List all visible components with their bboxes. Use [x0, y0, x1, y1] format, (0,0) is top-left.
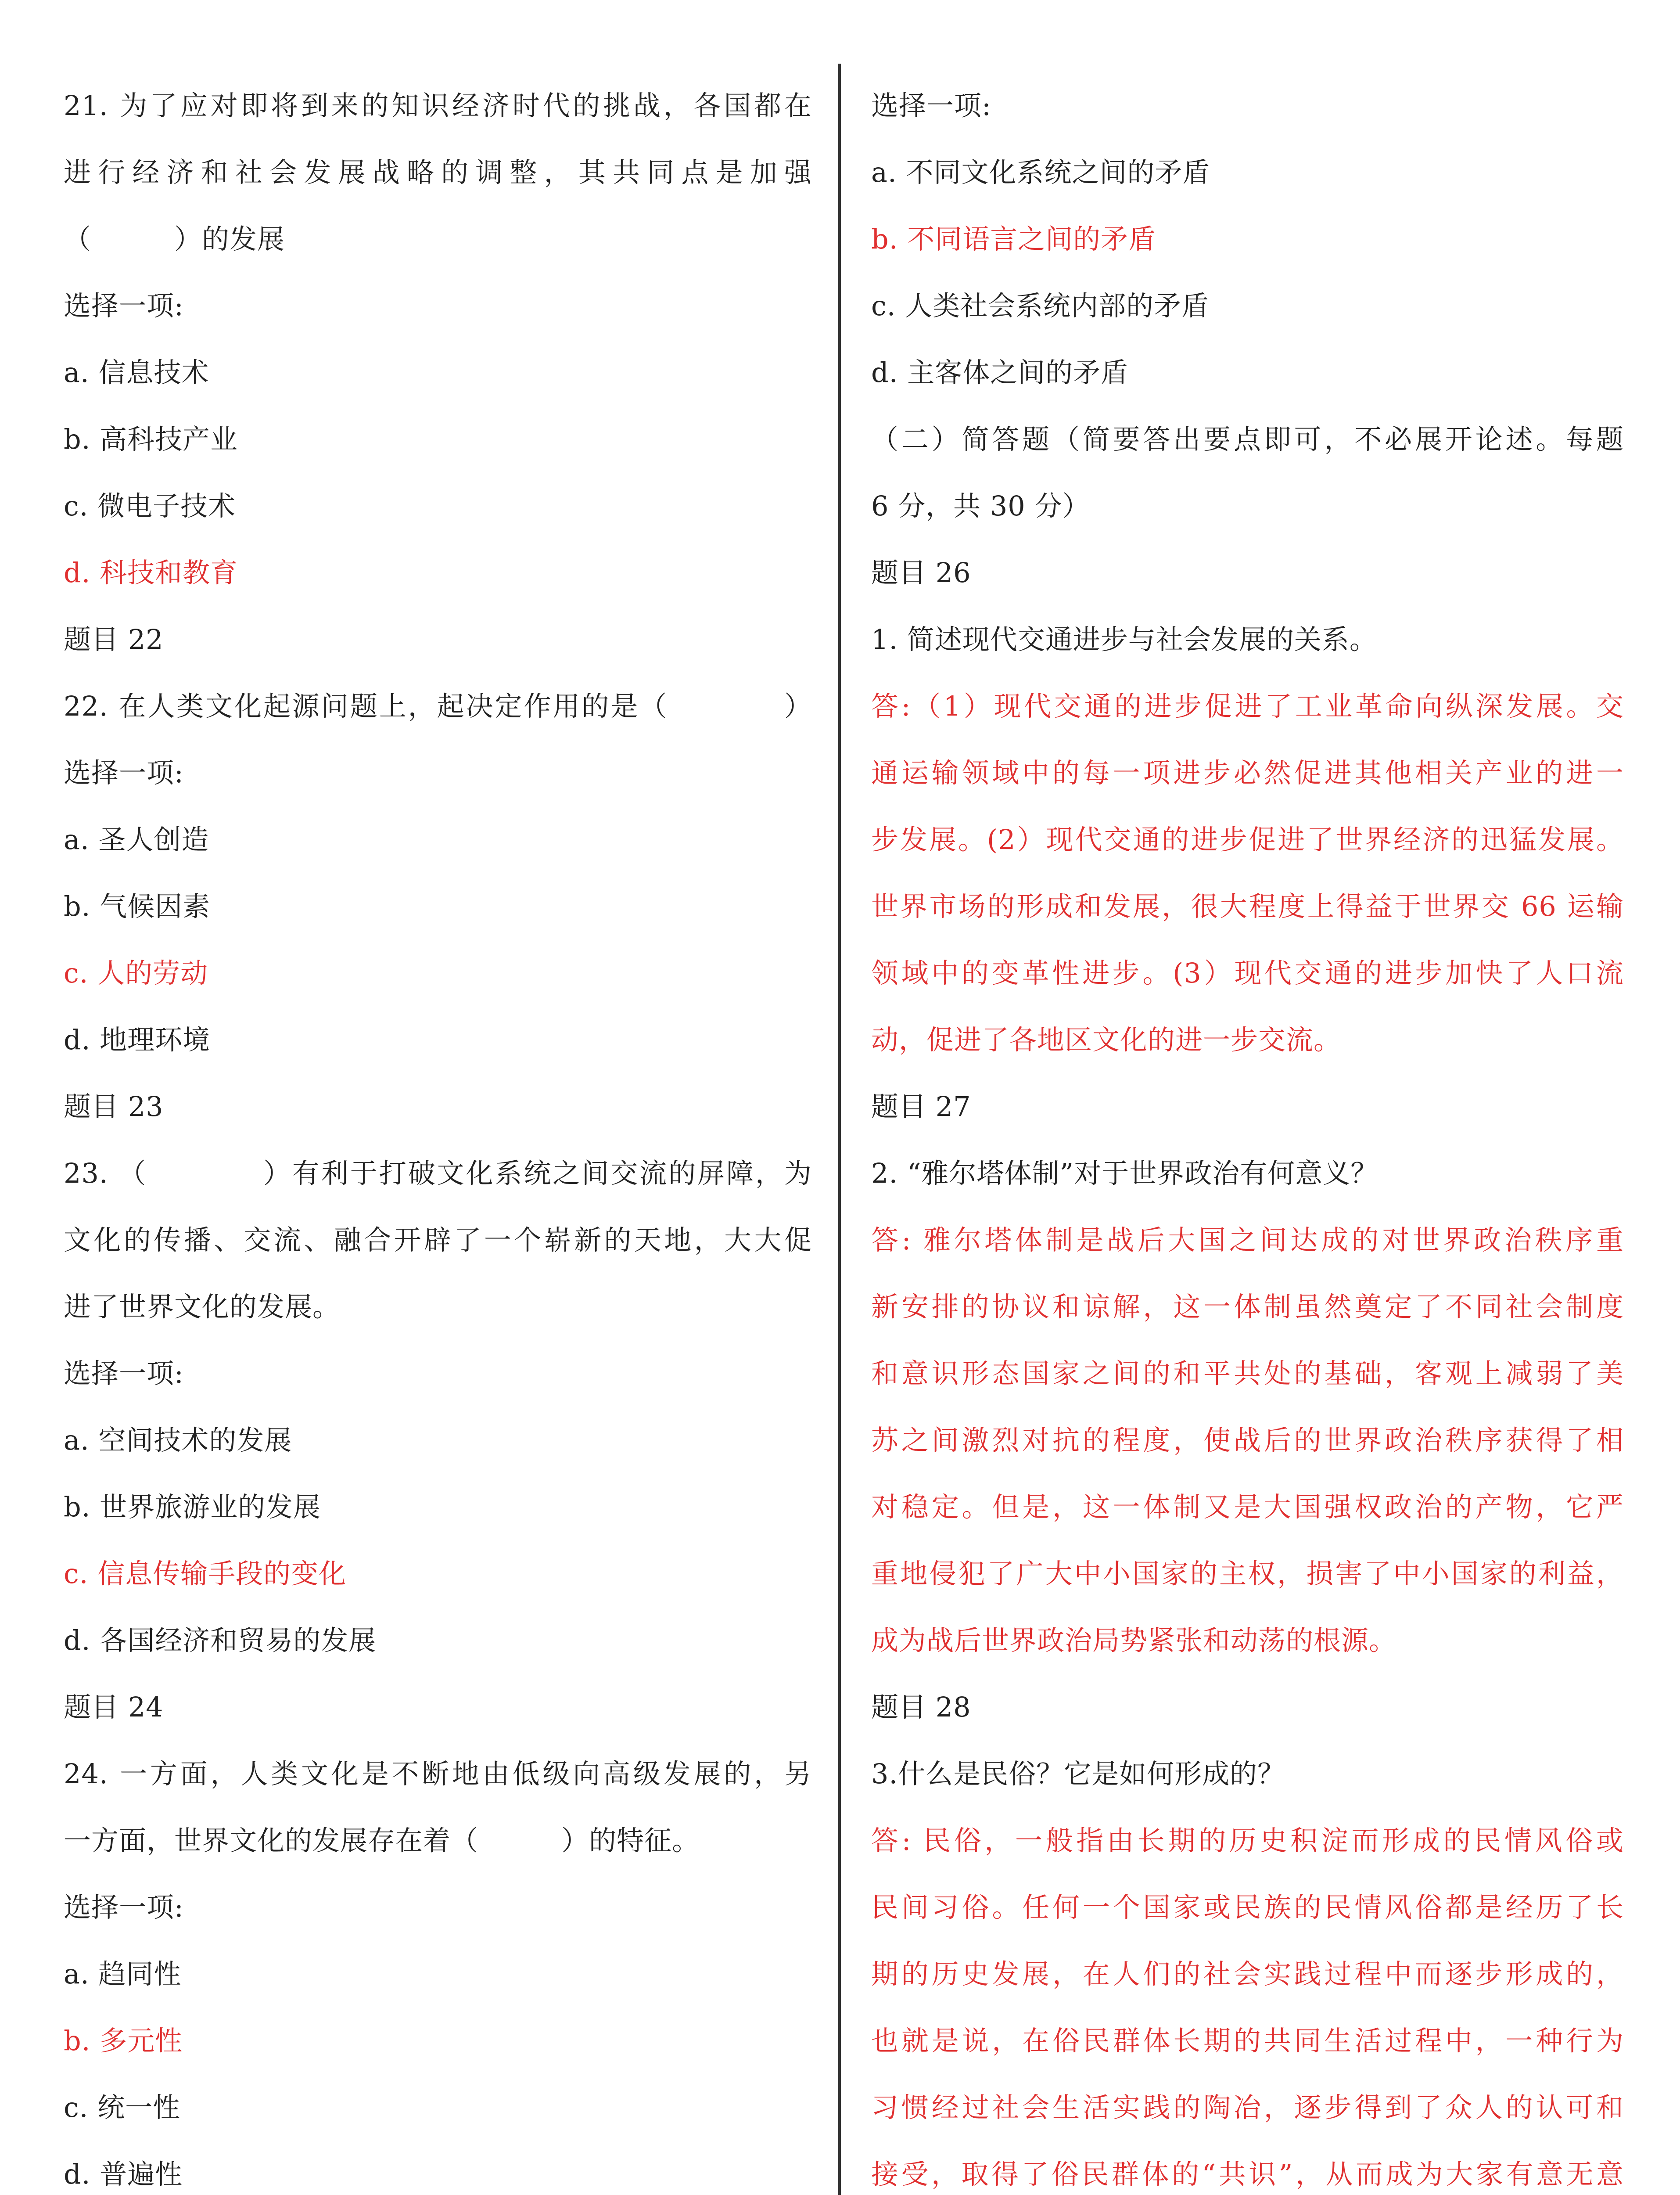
text-line: 选择一项:: [64, 757, 184, 789]
text-line: 23. （ ）有利于打破文化系统之间交流的屏障，为: [64, 1157, 812, 1189]
answer-line: 习惯经过社会生活实践的陶冶，逐步得到了众人的认可和: [871, 2091, 1624, 2123]
text-line: 3.什么是民俗？它是如何形成的？: [871, 1758, 1285, 1790]
text-line: c. 微电子技术: [64, 490, 236, 522]
answer-line: 答: 民俗，一般指由长期的历史积淀而形成的民情风俗或: [871, 1824, 1624, 1857]
answer-line: 世界市场的形成和发展，很大程度上得益于世界交 66 运输: [871, 890, 1624, 922]
text-line: 进了世界文化的发展。: [64, 1291, 341, 1323]
text-line: 一方面，世界文化的发展存在着（ ）的特征。: [64, 1824, 700, 1857]
text-line: 22. 在人类文化起源问题上，起决定作用的是（ ）: [64, 690, 812, 722]
text-line: 选择一项:: [64, 1357, 184, 1389]
answer-line: 苏之间激烈对抗的程度，使战后的世界政治秩序获得了相: [871, 1424, 1624, 1456]
text-line: a. 空间技术的发展: [64, 1424, 292, 1456]
answer-line: 步发展。(2）现代交通的进步促进了世界经济的迅猛发展。: [871, 824, 1624, 856]
answer-line: 接受，取得了俗民群体的“共识”，从而成为大家有意无意: [871, 2158, 1624, 2190]
text-line: 21. 为了应对即将到来的知识经济时代的挑战，各国都在: [64, 90, 812, 122]
text-line: a. 不同文化系统之间的矛盾: [871, 156, 1210, 188]
column-divider: [838, 64, 841, 2195]
answer-line: 领域中的变革性进步。(3）现代交通的进步加快了人口流: [871, 957, 1624, 989]
text-line: b. 高科技产业: [64, 423, 238, 455]
text-line: 1. 简述现代交通进步与社会发展的关系。: [871, 623, 1377, 655]
answer-line: 也就是说，在俗民群体长期的共同生活过程中，一种行为: [871, 2025, 1624, 2057]
text-line: 进行经济和社会发展战略的调整，其共同点是加强: [64, 156, 812, 188]
answer-line: b. 不同语言之间的矛盾: [871, 223, 1156, 255]
answer-line: 动，促进了各地区文化的进一步交流。: [871, 1024, 1342, 1056]
answer-line: c. 信息传输手段的变化: [64, 1558, 347, 1590]
text-line: 题目 23: [64, 1090, 164, 1123]
text-line: 文化的传播、交流、融合开辟了一个崭新的天地，大大促: [64, 1224, 812, 1256]
text-line: 题目 27: [871, 1090, 971, 1123]
left-column: [64, 72, 812, 2195]
text-line: （ ）的发展: [64, 223, 285, 255]
answer-line: 成为战后世界政治局势紧张和动荡的根源。: [871, 1624, 1397, 1656]
text-line: b. 世界旅游业的发展: [64, 1491, 321, 1523]
answer-line: 期的历史发展，在人们的社会实践过程中而逐步形成的，: [871, 1958, 1624, 1990]
answer-line: b. 多元性: [64, 2025, 183, 2057]
answer-line: 重地侵犯了广大中小国家的主权，损害了中小国家的利益，: [871, 1558, 1624, 1590]
text-line: b. 气候因素: [64, 890, 211, 922]
text-line: 题目 26: [871, 557, 971, 589]
text-line: a. 信息技术: [64, 356, 209, 389]
answer-line: c. 人的劳动: [64, 957, 208, 989]
text-line: 题目 22: [64, 623, 164, 655]
text-line: d. 主客体之间的矛盾: [871, 356, 1129, 389]
answer-line: 对稳定。但是，这一体制又是大国强权政治的产物，它严: [871, 1491, 1624, 1523]
text-line: c. 统一性: [64, 2091, 181, 2123]
text-line: 选择一项:: [64, 290, 184, 322]
text-line: 题目 28: [871, 1691, 971, 1723]
text-line: 选择一项:: [871, 90, 991, 122]
text-line: （二）简答题（简要答出要点即可，不必展开论述。每题: [871, 423, 1624, 455]
answer-line: d. 科技和教育: [64, 557, 238, 589]
answer-line: 和意识形态国家之间的和平共处的基础，客观上减弱了美: [871, 1357, 1624, 1389]
text-line: a. 圣人创造: [64, 824, 209, 856]
text-line: d. 普遍性: [64, 2158, 183, 2190]
text-line: c. 人类社会系统内部的矛盾: [871, 290, 1210, 322]
text-line: 题目 24: [64, 1691, 164, 1723]
answer-line: 通运输领域中的每一项进步必然促进其他相关产业的进一: [871, 757, 1624, 789]
answer-line: 民间习俗。任何一个国家或民族的民情风俗都是经历了长: [871, 1891, 1624, 1923]
text-line: 2. “雅尔塔体制”对于世界政治有何意义？: [871, 1157, 1378, 1189]
text-line: a. 趋同性: [64, 1958, 182, 1990]
answer-line: 新安排的协议和谅解，这一体制虽然奠定了不同社会制度: [871, 1291, 1624, 1323]
text-line: 24. 一方面，人类文化是不断地由低级向高级发展的，另: [64, 1758, 812, 1790]
right-column: [871, 72, 1624, 2195]
answer-line: 答: 雅尔塔体制是战后大国之间达成的对世界政治秩序重: [871, 1224, 1624, 1256]
answer-line: 答:（1）现代交通的进步促进了工业革命向纵深发展。交: [871, 690, 1624, 722]
text-line: 选择一项:: [64, 1891, 184, 1923]
text-line: 6 分，共 30 分）: [871, 490, 1090, 522]
text-line: d. 各国经济和贸易的发展: [64, 1624, 377, 1656]
text-line: d. 地理环境: [64, 1024, 211, 1056]
